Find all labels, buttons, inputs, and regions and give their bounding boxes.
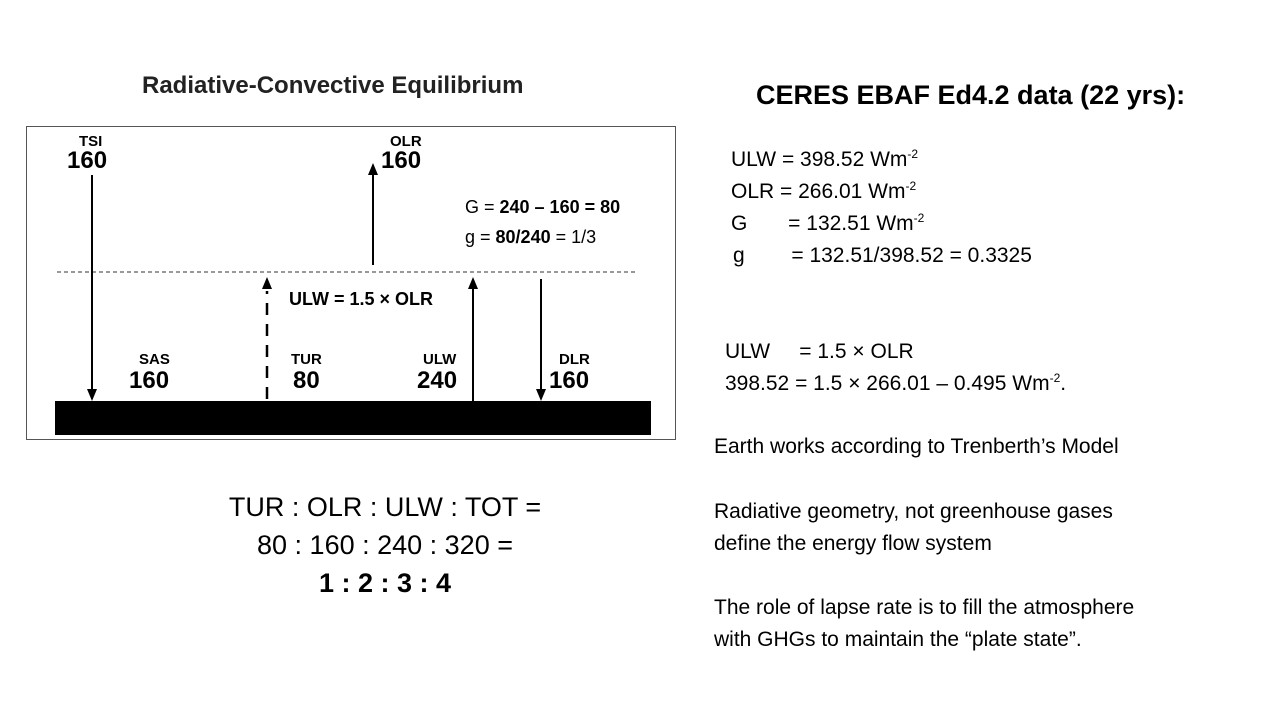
relation-line-2-text: 398.52 = 1.5 × 266.01 – 0.495 Wm [725, 372, 1050, 395]
tur-arrowhead [262, 277, 272, 289]
g-equation [465, 197, 620, 218]
g-ratio-equation [465, 227, 596, 248]
ulw-arrowhead [468, 277, 478, 289]
note-geometry-1: Radiative geometry, not greenhouse gases [714, 500, 1113, 523]
ulw-label: ULW [423, 351, 457, 368]
tsi-value: 160 [67, 147, 108, 174]
tur-value: 80 [293, 367, 320, 394]
ground-surface [55, 401, 651, 435]
dlr-label: DLR [559, 351, 590, 368]
note-lapse-rate-2: with GHGs to maintain the “plate state”. [714, 628, 1082, 651]
olr-value: 160 [381, 147, 422, 174]
g-equation-prefix: G = [465, 197, 500, 217]
ulw-value: 240 [417, 367, 458, 394]
olr-arrowhead [368, 163, 378, 175]
g-ratio-prefix: g = [465, 227, 496, 247]
ratio-block [190, 488, 580, 602]
relation-line-1: ULW = 1.5 × OLR [725, 340, 914, 363]
g-equation-value: 240 – 160 = 80 [499, 197, 621, 217]
ceres-g-text: G = 132.51 Wm [731, 212, 914, 235]
sas-value: 160 [129, 367, 170, 394]
note-trenberth: Earth works according to Trenberth’s Model [714, 435, 1119, 458]
sas-label: SAS [139, 351, 170, 368]
relation-line-2-end: . [1060, 372, 1067, 395]
diagram-frame [26, 126, 676, 440]
ceres-olr-line [731, 180, 916, 204]
g-ratio-value: 80/240 [495, 227, 551, 247]
relation-exponent: -2 [1049, 371, 1061, 385]
ratio-line-1: TUR : OLR : ULW : TOT = [228, 492, 542, 522]
note-geometry-2: define the energy flow system [714, 532, 992, 555]
note-lapse-rate-1: The role of lapse rate is to fill the atmosphere [714, 596, 1135, 619]
relation-line-2 [725, 372, 1066, 396]
ceres-gsmall-line: g = 132.51/398.52 = 0.3325 [733, 244, 1032, 267]
dlr-value: 160 [549, 367, 590, 394]
ceres-ulw-exponent: -2 [907, 147, 919, 161]
ratio-line-3: 1 : 2 : 3 : 4 [318, 568, 452, 598]
diagram-title: Radiative-Convective Equilibrium [142, 72, 524, 99]
ceres-g-exponent: -2 [913, 211, 925, 225]
ceres-ulw-line [731, 148, 918, 172]
ratio-line-2: 80 : 160 : 240 : 320 = [257, 530, 513, 560]
dlr-arrowhead [536, 389, 546, 401]
tsi-arrowhead [87, 389, 97, 401]
ulw-relation-label: ULW = 1.5 × OLR [289, 289, 434, 309]
ceres-olr-text: OLR = 266.01 Wm [731, 180, 906, 203]
olr-label: OLR [390, 133, 422, 150]
ceres-ulw-text: ULW = 398.52 Wm [731, 148, 908, 171]
tur-label: TUR [291, 351, 322, 368]
ceres-olr-exponent: -2 [905, 179, 917, 193]
ceres-g-line [731, 212, 924, 236]
ceres-title: CERES EBAF Ed4.2 data (22 yrs): [756, 80, 1186, 110]
g-ratio-suffix: = 1/3 [550, 227, 597, 247]
tsi-label: TSI [79, 133, 103, 150]
